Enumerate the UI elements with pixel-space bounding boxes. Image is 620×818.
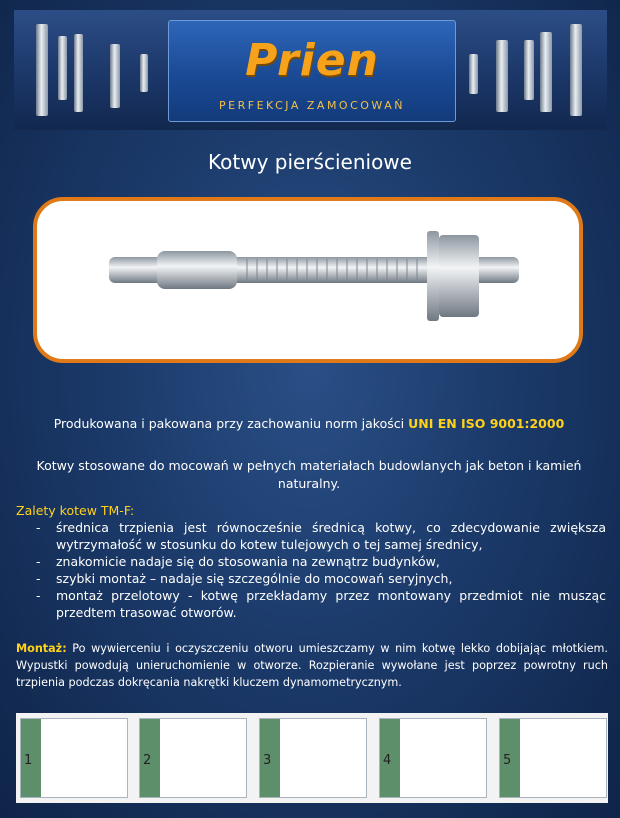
- header-banner: [14, 10, 607, 130]
- usage-paragraph: Kotwy stosowane do mocowań w pełnych materiałach budowlanych jak beton i kamień naturalny.: [36, 458, 582, 491]
- bolt-image: [524, 40, 534, 100]
- bolt-image: [496, 40, 508, 112]
- quality-text: Produkowana i pakowana przy zachowaniu norm jakości: [53, 416, 405, 431]
- bolt-image: [74, 34, 83, 112]
- step-number: 1: [24, 753, 33, 768]
- product-image: [33, 197, 583, 363]
- logo-tagline: PERFEKCJA ZAMOCOWAŃ: [219, 99, 405, 112]
- list-item: - szybki montaż – nadaje się szczególnie do mocowań seryjnych,: [36, 570, 606, 587]
- bolt-image: [570, 24, 582, 116]
- montaz-label: Montaż:: [16, 642, 67, 655]
- list-item: - średnica trzpienia jest równocześnie średnicą kotwy, co zdecydowanie zwiększa wytrzymałość w stosunku do kotew tulejowych o tej samej średnicy,: [36, 519, 606, 553]
- montaz-paragraph: [16, 640, 608, 691]
- bolt-image: [58, 36, 67, 100]
- advantages-title: Zalety kotew TM-F:: [16, 503, 135, 518]
- quality-paragraph: [18, 415, 600, 433]
- bolt-image: [469, 54, 478, 94]
- bolt-image: [36, 24, 48, 116]
- advantages-list: [36, 519, 606, 621]
- logo-text: Prien: [245, 35, 379, 86]
- step-number: 5: [503, 753, 512, 768]
- step-5: [499, 718, 607, 798]
- step-number: 2: [143, 753, 152, 768]
- step-2: [139, 718, 247, 798]
- installation-steps: [16, 713, 608, 803]
- step-3: [259, 718, 367, 798]
- montaz-text: Po wywierceniu i oczyszczeniu otworu umieszczamy w nim kotwę lekko dobijając młotkiem. Wypustki powodują unieruchomienie w otworze. Rozpieranie wywołane jest poprzez powrotny ruch trzpienia podczas dokręcania nakrętki kluczem dynamometrycznym.: [16, 642, 608, 689]
- bolt-image: [540, 32, 552, 112]
- page-title: Kotwy pierścieniowe: [208, 150, 412, 174]
- bolt-image: [140, 54, 148, 92]
- step-number: 4: [383, 753, 392, 768]
- logo: [168, 20, 456, 122]
- wedge-anchor-image: [37, 201, 579, 359]
- step-4: [379, 718, 487, 798]
- step-1: [20, 718, 128, 798]
- list-item: - montaż przelotowy - kotwę przekładamy przez montowany przedmiot nie musząc przedtem trasować otworów.: [36, 587, 606, 621]
- list-item: - znakomicie nadaje się do stosowania na zewnątrz budynków,: [36, 553, 606, 570]
- quality-norm: UNI EN ISO 9001:2000: [408, 416, 565, 431]
- bolt-image: [110, 44, 120, 108]
- step-number: 3: [263, 753, 272, 768]
